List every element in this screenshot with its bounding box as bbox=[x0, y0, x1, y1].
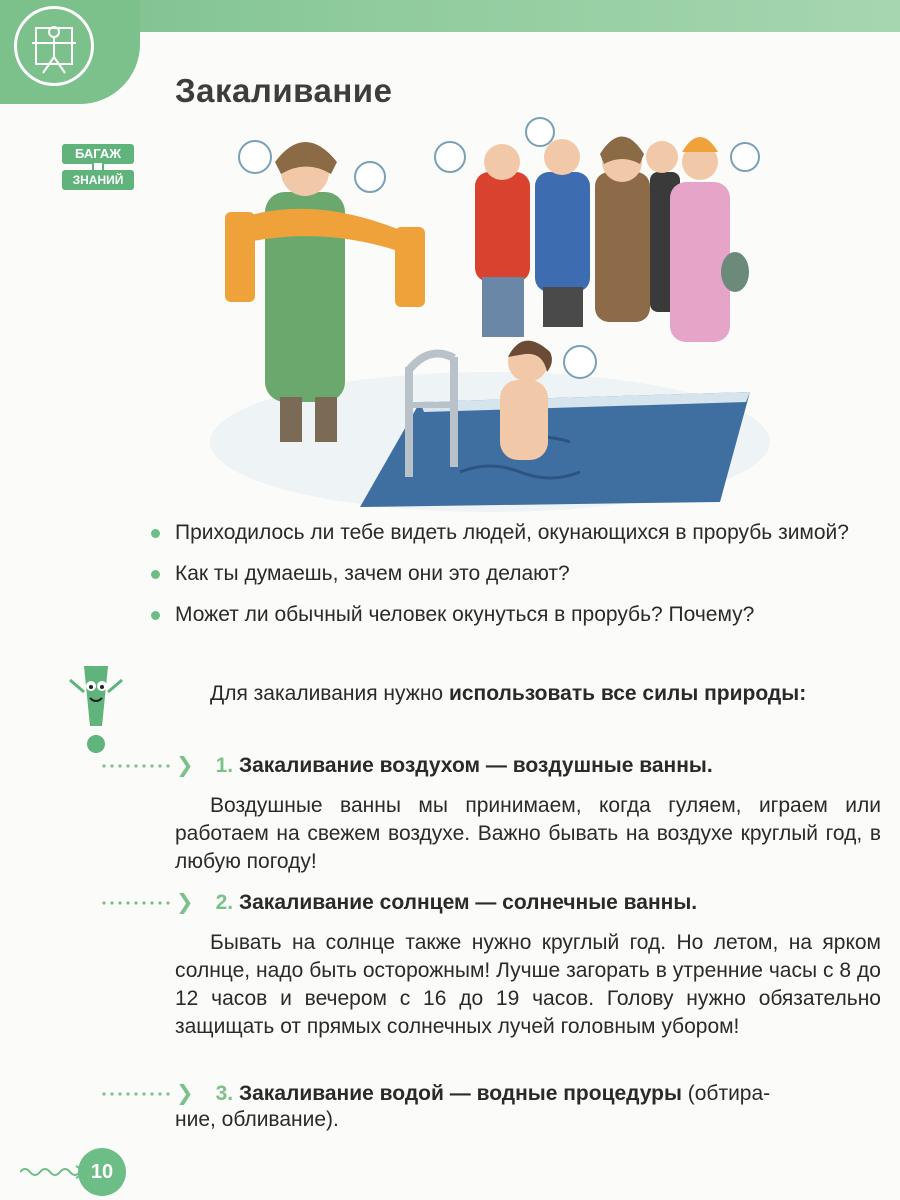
dotted-line-icon bbox=[100, 764, 172, 768]
questions-list bbox=[145, 518, 885, 641]
question-3: Может ли обычный человек окунуться в прорубь? Почему? bbox=[145, 600, 885, 629]
dotted-line-icon bbox=[100, 901, 172, 905]
item-2-title: Закаливание солнцем — солнечные ванны. bbox=[238, 891, 698, 914]
item-1-number: 1. bbox=[215, 754, 234, 777]
winter-swimming-illustration bbox=[210, 112, 770, 512]
badge-line2: ЗНАНИЙ bbox=[62, 170, 134, 190]
item-3-title: Закаливание водой — водные процедуры bbox=[238, 1082, 682, 1105]
intro-paragraph bbox=[210, 680, 880, 708]
item-2-heading bbox=[100, 889, 697, 917]
item-3-body: ние, обливание). bbox=[175, 1108, 339, 1131]
item-2-number: 2. bbox=[215, 891, 234, 914]
arrow-icon: ❯ bbox=[176, 891, 194, 914]
exclamation-mascot-icon bbox=[62, 662, 130, 758]
arrow-icon: ❯ bbox=[176, 754, 194, 777]
knowledge-badge-icon bbox=[62, 140, 134, 192]
item-1-body: Воздушные ванны мы принимаем, когда гуляем, играем или работаем на свежем воздухе. Важно бывать на воздухе круглый год, в любую погоду! bbox=[175, 794, 881, 873]
vitruvian-logo-icon bbox=[14, 6, 94, 86]
item-2-body: Бывать на солнце также нужно круглый год. Но летом, на ярком солнце, надо быть осторожным! Лучше загорать в утренние часы с 8 до 12 часов и вечером с 16 до 19 часов. Голову нужно обязательно защищать от прямых солнечных лучей головным убором! bbox=[175, 931, 881, 1038]
page-number: 10 bbox=[78, 1148, 126, 1196]
intro-text: Для закаливания нужно bbox=[210, 682, 449, 705]
item-3-number: 3. bbox=[215, 1082, 234, 1105]
intro-bold: использовать все силы природы: bbox=[448, 682, 807, 705]
item-3-extra: (обтира- bbox=[681, 1082, 771, 1105]
item-1-heading bbox=[100, 752, 713, 780]
item-3-heading bbox=[100, 1080, 770, 1108]
question-2: Как ты думаешь, зачем они это делают? bbox=[145, 559, 885, 588]
badge-line1: БАГАЖ bbox=[62, 144, 134, 164]
wave-decoration-icon bbox=[20, 1164, 86, 1180]
page-title: Закаливание bbox=[175, 72, 393, 109]
dotted-line-icon bbox=[100, 1092, 172, 1096]
question-1: Приходилось ли тебе видеть людей, окунающихся в прорубь зимой? bbox=[145, 518, 885, 547]
arrow-icon: ❯ bbox=[176, 1082, 194, 1105]
item-1-title: Закаливание воздухом — воздушные ванны. bbox=[238, 754, 713, 777]
